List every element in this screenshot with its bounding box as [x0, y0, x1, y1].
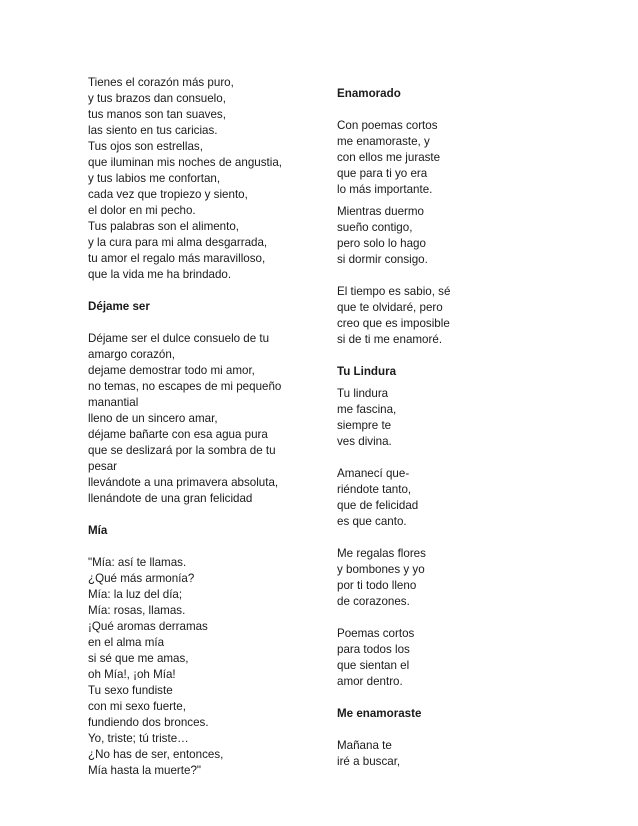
poem-line: con mi sexo fuerte,	[88, 700, 186, 713]
poem-line: Poemas cortos	[337, 627, 415, 640]
poem-line: pero solo lo hago	[337, 237, 426, 250]
poem-line: ¿Qué más armonía?	[88, 572, 195, 585]
poem-title-me-enamoraste: Me enamoraste	[337, 707, 422, 720]
poem-line: si de ti me enamoré.	[337, 333, 443, 346]
poem-dejame-ser	[88, 331, 298, 507]
poem-line: manantial	[88, 396, 139, 409]
poem-line: tus manos son tan suaves,	[88, 108, 226, 121]
poem-line: lo más importante.	[337, 183, 433, 196]
poem-line: déjame bañarte con esa agua pura	[88, 428, 268, 441]
poem-line: por ti todo lleno	[337, 579, 417, 592]
poem-line: que de felicidad	[337, 499, 419, 512]
poem-title-tu-lindura: Tu Lindura	[337, 365, 397, 378]
poem-line: cada vez que tropiezo y siento,	[88, 188, 248, 201]
poem-line: para todos los	[337, 643, 410, 656]
poem-line: me enamoraste, y	[337, 135, 430, 148]
poem-title-enamorado: Enamorado	[337, 87, 401, 100]
poem-line: y tus brazos dan consuelo,	[88, 92, 226, 105]
poem-enamorado-stanza-1	[337, 118, 457, 198]
poem-enamorado-stanza-3	[337, 284, 457, 348]
right-column	[337, 86, 457, 770]
poem-line: me fascina,	[337, 403, 397, 416]
poem-line: es que canto.	[337, 515, 407, 528]
poem-line: sueño contigo,	[337, 221, 413, 234]
poem-title-dejame-ser: Déjame ser	[88, 300, 150, 313]
poem-line: Tus palabras son el alimento,	[88, 220, 240, 233]
poem-line: Tus ojos son estrellas,	[88, 140, 203, 153]
poem-line: tu amor el regalo más maravilloso,	[88, 252, 266, 265]
poem-line: iré a buscar,	[337, 755, 401, 768]
poem-title-mia: Mía	[88, 524, 108, 537]
poem-enamorado-stanza-2	[337, 204, 457, 268]
poem-line: Con poemas cortos	[337, 119, 438, 132]
poem-line: Yo, triste; tú triste…	[88, 732, 189, 745]
poem-line: con ellos me juraste	[337, 151, 441, 164]
poem-line: llevándote a una primavera absoluta,	[88, 476, 279, 489]
poem-line: "Mía: así te llamas.	[88, 556, 187, 569]
poem-line: siempre te	[337, 419, 392, 432]
poem-line: el dolor en mi pecho.	[88, 204, 196, 217]
poem-tienes-el-corazon	[88, 75, 298, 283]
poem-line: ¡Qué aromas derramas	[88, 620, 208, 633]
poem-line: amargo corazón,	[88, 348, 175, 361]
poem-line: llenándote de una gran felicidad	[88, 492, 253, 505]
poem-line: que la vida me ha brindado.	[88, 268, 232, 281]
poem-line: El tiempo es sabio, sé	[337, 285, 451, 298]
poem-tu-lindura-stanza-3	[337, 546, 457, 610]
poem-line: pesar	[88, 460, 118, 473]
poem-line: Déjame ser el dulce consuelo de tu	[88, 332, 270, 345]
poem-line: Mía hasta la muerte?"	[88, 764, 202, 777]
poem-line: si sé que me amas,	[88, 652, 189, 665]
poem-line: riéndote tanto,	[337, 483, 412, 496]
poem-tu-lindura-stanza-2	[337, 466, 457, 530]
poem-line: no temas, no escapes de mi pequeño	[88, 380, 282, 393]
poem-line: Mañana te	[337, 739, 392, 752]
poem-line: que sientan el	[337, 659, 410, 672]
poem-line: oh Mía!, ¡oh Mía!	[88, 668, 176, 681]
poem-line: Amanecí que-	[337, 467, 410, 480]
poem-line: y tus labios me confortan,	[88, 172, 221, 185]
poem-line: si dormir consigo.	[337, 253, 428, 266]
poem-line: en el alma mía	[88, 636, 165, 649]
poem-line: Tu sexo fundiste	[88, 684, 173, 697]
poem-line: que iluminan mis noches de angustia,	[88, 156, 282, 169]
poem-line: lleno de un sincero amar,	[88, 412, 218, 425]
poem-line: ves divina.	[337, 435, 392, 448]
poem-line: ¿No has de ser, entonces,	[88, 748, 224, 761]
poem-line: Me regalas flores	[337, 547, 426, 560]
poem-line: fundiendo dos bronces.	[88, 716, 209, 729]
poem-line: Mía: rosas, llamas.	[88, 604, 186, 617]
poem-line: Tienes el corazón más puro,	[88, 76, 234, 89]
poem-line: Mientras duermo	[337, 205, 424, 218]
poem-line: Tu lindura	[337, 387, 389, 400]
poem-line: que se deslizará por la sombra de tu	[88, 444, 276, 457]
poem-me-enamoraste	[337, 738, 457, 770]
poem-line: que te olvidaré, pero	[337, 301, 443, 314]
poem-tu-lindura-stanza-1	[337, 386, 457, 450]
poem-line: Mía: la luz del día;	[88, 588, 183, 601]
poem-line: y bombones y yo	[337, 563, 425, 576]
left-column	[88, 75, 298, 779]
poem-line: de corazones.	[337, 595, 410, 608]
poem-line: y la cura para mi alma desgarrada,	[88, 236, 268, 249]
poem-line: amor dentro.	[337, 675, 403, 688]
poem-line: creo que es imposible	[337, 317, 450, 330]
poem-line: que para ti yo era	[337, 167, 428, 180]
poem-mia	[88, 555, 298, 779]
poem-tu-lindura-stanza-4	[337, 626, 457, 690]
poem-line: dejame demostrar todo mi amor,	[88, 364, 255, 377]
poem-line: las siento en tus caricias.	[88, 124, 218, 137]
